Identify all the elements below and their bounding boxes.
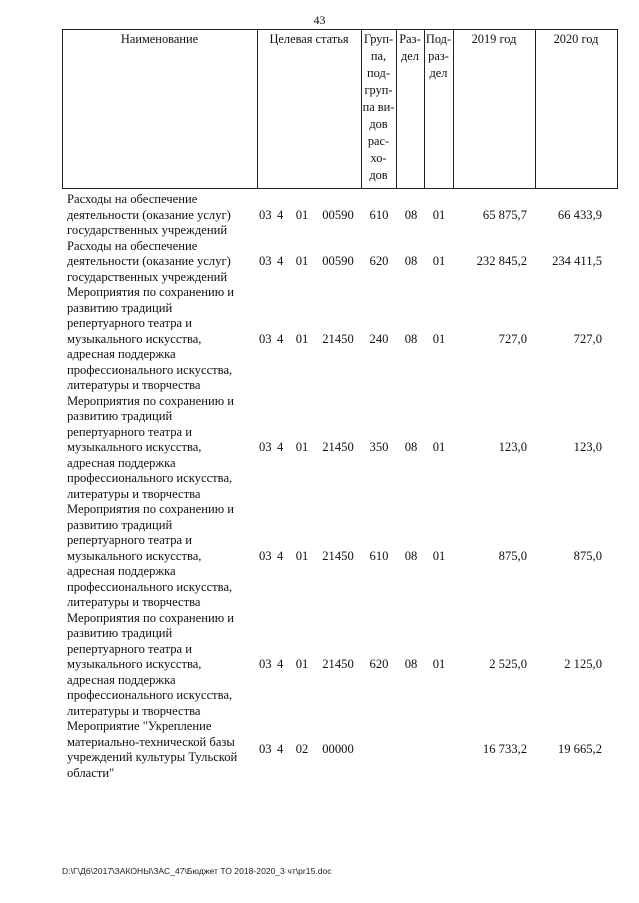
expense-group: 350 (369, 440, 389, 454)
podrazdel: 01 (432, 207, 446, 222)
table-row (0, 192, 639, 239)
target-part-3: 01 (295, 207, 309, 222)
target-part-4: 21450 (322, 440, 354, 454)
podrazdel: 01 (432, 657, 446, 671)
row-name-line: деятельности (оказание услуг) (67, 207, 231, 222)
header-line: па, (370, 49, 387, 63)
target-part-1: 03 (259, 657, 272, 671)
expense-group: 620 (369, 657, 389, 671)
row-name-line: учреждений культуры Тульской (67, 750, 238, 764)
target-part-2: 4 (277, 657, 284, 671)
amount-2020: 2 125,0 (564, 657, 602, 671)
row-name-line: Мероприятия по сохранению и (67, 285, 235, 299)
header-line: хо- (370, 151, 387, 165)
header-2020: 2020 год (553, 32, 599, 46)
razdel: 08 (404, 207, 418, 222)
row-name-line: профессионального искусства, (67, 471, 233, 485)
col-divider (62, 29, 63, 189)
row-name-line: адресная поддержка (67, 672, 176, 687)
header-line: Под- (425, 32, 452, 46)
amount-2020: 19 665,2 (557, 742, 602, 757)
target-part-1: 03 (259, 548, 272, 563)
target-part-2: 4 (277, 742, 284, 757)
target-part-1: 03 (259, 440, 272, 454)
header-line: под- (367, 66, 390, 80)
expense-group: 610 (369, 548, 389, 563)
row-name-line: адресная поддержка (67, 564, 176, 578)
table-row (0, 239, 639, 286)
table-row (0, 719, 639, 781)
row-name-line: государственных учреждений (67, 269, 228, 284)
row-name-line: Мероприятия по сохранению и (67, 393, 235, 408)
row-name-line: профессионального искусства, (67, 362, 233, 377)
amount-2020: 727,0 (573, 331, 602, 346)
amount-2020: 123,0 (573, 440, 602, 454)
amount-2019: 875,0 (498, 548, 527, 563)
col-divider (617, 29, 618, 189)
header-line: дов (369, 168, 388, 182)
header-line: дов (369, 117, 388, 131)
row-name (67, 192, 255, 239)
table-header (62, 29, 618, 189)
target-part-1: 03 (259, 331, 272, 346)
row-name-line: репертуарного театра и (67, 316, 192, 330)
row-name-line: области" (67, 765, 115, 780)
row-name-line: развитию традиций (67, 517, 173, 532)
target-part-2: 4 (277, 254, 284, 268)
target-part-1: 03 (259, 254, 272, 268)
row-name (67, 611, 255, 720)
row-name-line: адресная поддержка (67, 347, 176, 361)
header-target: Целевая статья (269, 32, 349, 46)
table-row (0, 502, 639, 611)
row-name-line: профессионального искусства, (67, 688, 233, 702)
target-part-1: 03 (259, 742, 272, 757)
expense-group: 240 (369, 331, 389, 346)
expense-group: 610 (369, 207, 389, 222)
row-name-line: профессионального искусства, (67, 579, 233, 594)
amount-2019: 2 525,0 (489, 657, 527, 671)
header-name: Наименование (120, 32, 199, 46)
row-name-line: адресная поддержка (67, 455, 176, 470)
row-name-line: музыкального искусства, (67, 440, 202, 454)
row-name-line: Расходы на обеспечение (67, 238, 198, 253)
col-divider (257, 29, 258, 189)
header-2019: 2019 год (471, 32, 517, 46)
col-divider (535, 29, 536, 189)
header-podrazdel (424, 31, 453, 82)
table-row (0, 285, 639, 394)
row-name-line: деятельности (оказание услуг) (67, 254, 231, 268)
footer-file-path: D:\Г\Д6\2017\ЗАКОНЫ\ЗАС_47\Бюджет ТО 2018-2020_3 чт\pr15.doc (62, 866, 332, 876)
row-name-line: литературы и творчества (67, 486, 201, 501)
razdel: 08 (404, 254, 418, 268)
header-line: груп- (364, 83, 393, 97)
row-name-line: музыкального искусства, (67, 548, 202, 563)
target-part-2: 4 (277, 440, 284, 454)
row-name (67, 719, 255, 781)
amount-2019: 16 733,2 (482, 742, 527, 757)
header-line: па ви- (362, 100, 395, 114)
target-part-4: 00590 (322, 207, 354, 222)
amount-2020: 66 433,9 (557, 207, 602, 222)
razdel: 08 (404, 657, 418, 671)
amount-2019: 727,0 (498, 331, 527, 346)
target-part-3: 01 (295, 548, 309, 563)
table-row (0, 394, 639, 503)
header-line: Раз- (399, 32, 421, 46)
row-name-line: Мероприятие "Укрепление (67, 719, 212, 733)
row-name-line: развитию традиций (67, 409, 173, 423)
header-razdel (396, 31, 424, 65)
podrazdel: 01 (432, 331, 446, 346)
target-part-3: 01 (295, 331, 309, 346)
razdel: 08 (404, 331, 418, 346)
row-name-line: репертуарного театра и (67, 424, 192, 439)
target-part-3: 01 (295, 440, 309, 454)
row-name-line: репертуарного театра и (67, 533, 192, 547)
header-line: дел (401, 49, 419, 63)
target-part-2: 4 (277, 207, 284, 222)
podrazdel: 01 (432, 548, 446, 563)
row-name-line: репертуарного театра и (67, 641, 192, 656)
amount-2019: 65 875,7 (482, 207, 527, 222)
row-name-line: развитию традиций (67, 626, 173, 640)
row-name-line: литературы и творчества (67, 595, 201, 609)
col-divider (453, 29, 454, 189)
amount-2019: 123,0 (498, 440, 527, 454)
target-part-4: 00000 (322, 742, 354, 757)
target-part-4: 00590 (322, 254, 354, 268)
row-name (67, 502, 255, 611)
razdel: 08 (404, 548, 418, 563)
row-name (67, 394, 255, 503)
header-line: дел (429, 66, 448, 80)
row-name (67, 285, 255, 394)
header-line: раз- (428, 49, 449, 63)
row-name-line: литературы и творчества (67, 703, 201, 718)
row-name-line: Мероприятия по сохранению и (67, 502, 235, 516)
row-name-line: литературы и творчества (67, 378, 201, 392)
amount-2019: 232 845,2 (476, 254, 527, 268)
page-number: 43 (313, 13, 326, 27)
target-part-1: 03 (259, 207, 272, 222)
header-line: рас- (367, 134, 390, 148)
razdel: 08 (404, 440, 418, 454)
target-part-4: 21450 (322, 548, 354, 563)
row-name-line: Мероприятия по сохранению и (67, 610, 235, 625)
target-part-3: 02 (295, 742, 309, 757)
target-part-4: 21450 (322, 331, 354, 346)
row-name (67, 239, 255, 286)
table-row (0, 611, 639, 720)
target-part-3: 01 (295, 254, 309, 268)
target-part-2: 4 (277, 331, 284, 346)
header-group (361, 31, 396, 184)
expense-group: 620 (369, 254, 389, 268)
target-part-3: 01 (295, 657, 309, 671)
amount-2020: 875,0 (573, 548, 602, 563)
row-name-line: развитию традиций (67, 300, 173, 315)
row-name-line: государственных учреждений (67, 223, 228, 237)
podrazdel: 01 (432, 254, 446, 268)
target-part-2: 4 (277, 548, 284, 563)
row-name-line: материально-технической базы (67, 734, 235, 749)
header-line: Груп- (363, 32, 394, 46)
row-name-line: Расходы на обеспечение (67, 192, 198, 206)
podrazdel: 01 (432, 440, 446, 454)
amount-2020: 234 411,5 (552, 254, 602, 268)
target-part-4: 21450 (322, 657, 354, 671)
row-name-line: музыкального искусства, (67, 657, 202, 671)
row-name-line: музыкального искусства, (67, 331, 202, 346)
